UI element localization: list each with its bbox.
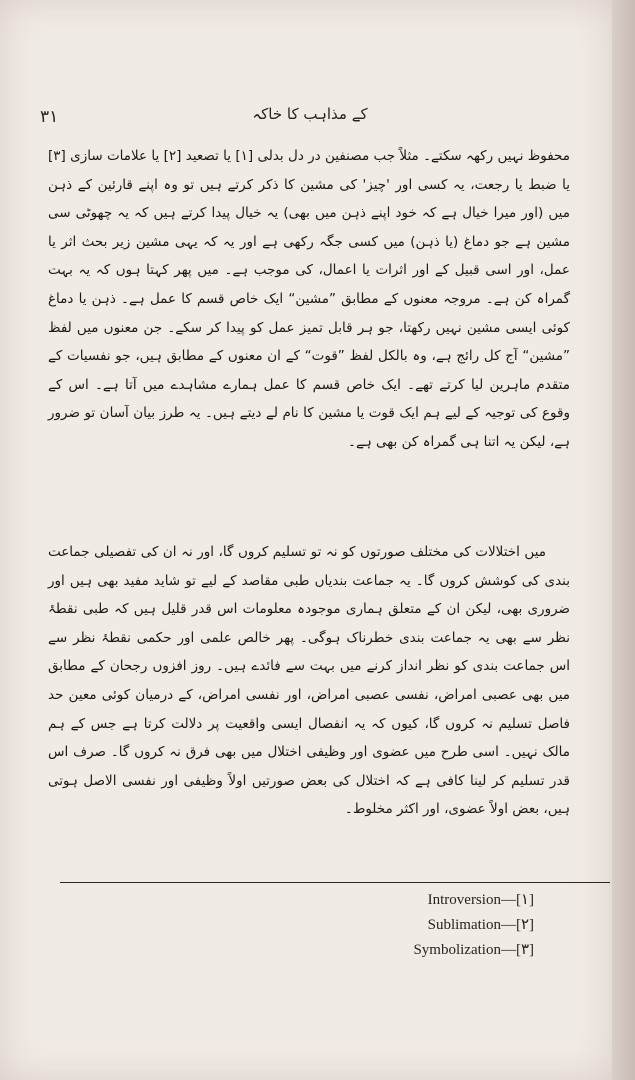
running-title: کے مذاہب کا خاکہ <box>252 105 368 123</box>
footnote-3: Symbolization—[۳] <box>413 942 534 958</box>
footnote-1: Introversion—[۱] <box>427 892 534 908</box>
footnote-divider <box>60 882 610 883</box>
footnote-2: Sublimation—[۲] <box>427 917 534 933</box>
body-paragraph-1: محفوظ نہیں رکھہ سکتے۔ مثلاً جب مصنفین در دل بدلی [۱] یا تصعید [۲] یا علامات سازی [۳] یا ضبط یا رجعت، یہ کسی اور 'چیز' کی مشین کا ذکر کرتے ہیں تو وہ اپنے قارئین کے ذہن میں (اور میرا خیال ہے کہ خود اپنے ذہن میں بھی) یہ خیال پیدا کرتے ہیں کہ یہ چھوٹی سی مشین ہے جو دماغ (یا ذہن) میں کسی جگہ رکھی ہے اور یہ کہ یہی مشین زیر بحث اثر یا عمل، اور اسی قبیل کے اور اثرات یا اعمال، کی موجب ہے۔ میں پھر کہتا ہوں کہ یہ بہت گمراہ کن ہے۔ مروجہ معنوں کے مطابق ”مشین“ ایک خاص قسم کا عمل ہے۔ ذہن یا دماغ کوئی ایسی مشین نہیں رکھتا، جو ہر قابل تمیز عمل کو پیدا کر سکے۔ جن معنوں میں لفظ ”مشین“ آج کل رائج ہے، وہ بالکل لفظ ”قوت“ کے ان معنوں کے مطابق ہیں، جو نفسیات کے متقدم ماہرین لیا کرتے تھے۔ ایک خاص قسم کا عمل ہمارے مشاہدے میں آتا ہے۔ اس کے وقوع کی توجیہ کے لیے ہم ایک قوت یا مشین کا نام لے دیتے ہیں۔ یہ طرز بیان آسان تو ضرور ہے، لیکن یہ اتنا ہی گمراہ کن بھی ہے۔ <box>48 148 571 450</box>
page-edge <box>612 0 635 1080</box>
page-header <box>30 103 590 131</box>
footnotes <box>234 888 534 963</box>
body-paragraph-2: میں اختلالات کی مختلف صورتوں کو نہ تو تسلیم کروں گا، اور نہ ان کی تفصیلی جماعت بندی کی کوشش کروں گا۔ یہ جماعت بندیاں طبی مقاصد کے لیے تو شاید مفید بھی ہیں اور ضروری بھی، لیکن ان کے متعلق ہماری موجودہ معلومات اس قدر قلیل ہیں کہ طبی نقطۂ نظر سے بھی یہ جماعت بندی خطرناک ہوگی۔ پھر خالص علمی اور حکمی نقطۂ نظر سے اس جماعت بندی کو نظر انداز کرنے میں بہت سے فائدے ہیں۔ روز افزوں رجحان کے مطابق میں بھی عصبی امراض، نفسی عصبی امراض، اور نفسی امراض، کے درمیان کوئی معین حد فاصل تسلیم نہ کروں گا، کیوں کہ یہ انفصال ایسی واقعیت پر دلالت کرتا ہے جس کے ہم مالک نہیں۔ اسی طرح میں عضوی اور وظیفی اختلال میں بھی فرق نہ کروں گا۔ صرف اس قدر تسلیم کر لینا کافی ہے کہ اختلال کی بعض صورتیں اولاً وظیفی اور نفسی الاصل ہوتی ہیں، بعض اولاً عضوی، اور اکثر مخلوط۔ <box>48 544 570 818</box>
page-number: ۳۱ <box>40 107 59 127</box>
